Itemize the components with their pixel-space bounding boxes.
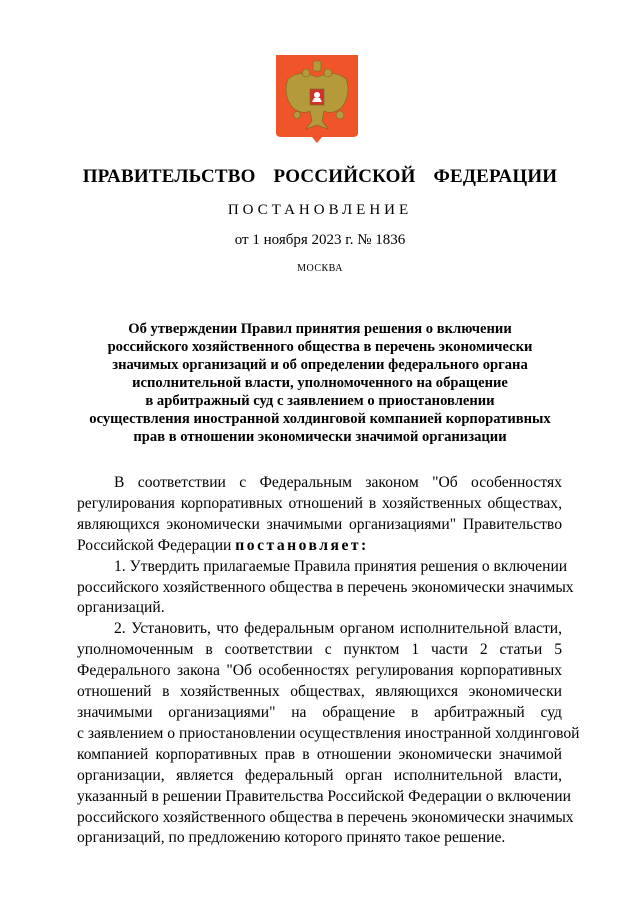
document-type: ПОСТАНОВЛЕНИЕ bbox=[227, 202, 413, 218]
heading-line: российского хозяйственного общества в перечень экономически bbox=[107, 339, 533, 355]
item-2-line: указанный в решении Правительства Российской Федерации о включении bbox=[77, 787, 571, 805]
state-emblem bbox=[276, 55, 358, 143]
preamble-prefix: Российской Федерации bbox=[77, 536, 236, 554]
heading-line: в арбитражный суд с заявлением о приостановлении bbox=[145, 393, 495, 409]
item-2-line: организаций, по предложению которого принято такое решение. bbox=[77, 829, 506, 847]
item-2-line: российского хозяйственного общества в перечень экономически значимых bbox=[77, 808, 574, 826]
item-2-line: уполномоченным в соответствии с пунктом 1 части 2 статьи 5 bbox=[77, 641, 562, 659]
heading-line: значимых организаций и об определении федерального органа bbox=[112, 357, 528, 373]
item-2-line: компанией корпоративных прав в отношении экономически значимой bbox=[77, 745, 562, 763]
document-city: МОСКВА bbox=[297, 263, 343, 274]
preamble-last-line bbox=[77, 536, 562, 557]
item-2-line: значимыми организациями" на обращение в арбитражный суд bbox=[77, 703, 562, 721]
issuer-title: ПРАВИТЕЛЬСТВО РОССИЙСКОЙ ФЕДЕРАЦИИ bbox=[82, 166, 558, 187]
document-date-number: от 1 ноября 2023 г. № 1836 bbox=[234, 232, 406, 248]
item-2-line: с заявлением о приостановлении осуществления иностранной холдинговой bbox=[77, 724, 580, 742]
heading-line: осуществления иностранной холдинговой компанией корпоративных bbox=[89, 411, 551, 427]
item-1-line: 1. Утвердить прилагаемые Правила принятия решения о включении bbox=[114, 557, 568, 575]
heading-line: исполнительной власти, уполномоченного на обращение bbox=[132, 375, 508, 391]
item-2-line: отношений в хозяйственных обществах, являющихся экономически bbox=[77, 683, 562, 701]
preamble-line: регулирования корпоративных отношений в хозяйственных обществах, bbox=[77, 494, 562, 512]
item-2-line: организации, является федеральный орган исполнительной власти, bbox=[77, 766, 562, 784]
preamble-line: являющихся экономически значимыми организациями" Правительство bbox=[77, 515, 562, 533]
item-2-line: 2. Установить, что федеральным органом исполнительной власти, bbox=[114, 620, 562, 638]
document-body bbox=[77, 473, 580, 849]
item-2-line: Федерального закона "Об особенностях регулирования корпоративных bbox=[77, 662, 562, 680]
heading-line: Об утверждении Правил принятия решения о включении bbox=[128, 321, 512, 337]
heading-line: прав в отношении экономически значимой организации bbox=[133, 429, 507, 445]
decree-word: постановляет: bbox=[235, 536, 369, 554]
preamble-line: В соответствии с Федеральным законом "Об особенностях bbox=[114, 474, 562, 491]
document-heading bbox=[60, 320, 580, 446]
item-1-line: российского хозяйственного общества в перечень экономически значимых bbox=[77, 578, 574, 596]
item-1-line: организаций. bbox=[77, 599, 165, 617]
